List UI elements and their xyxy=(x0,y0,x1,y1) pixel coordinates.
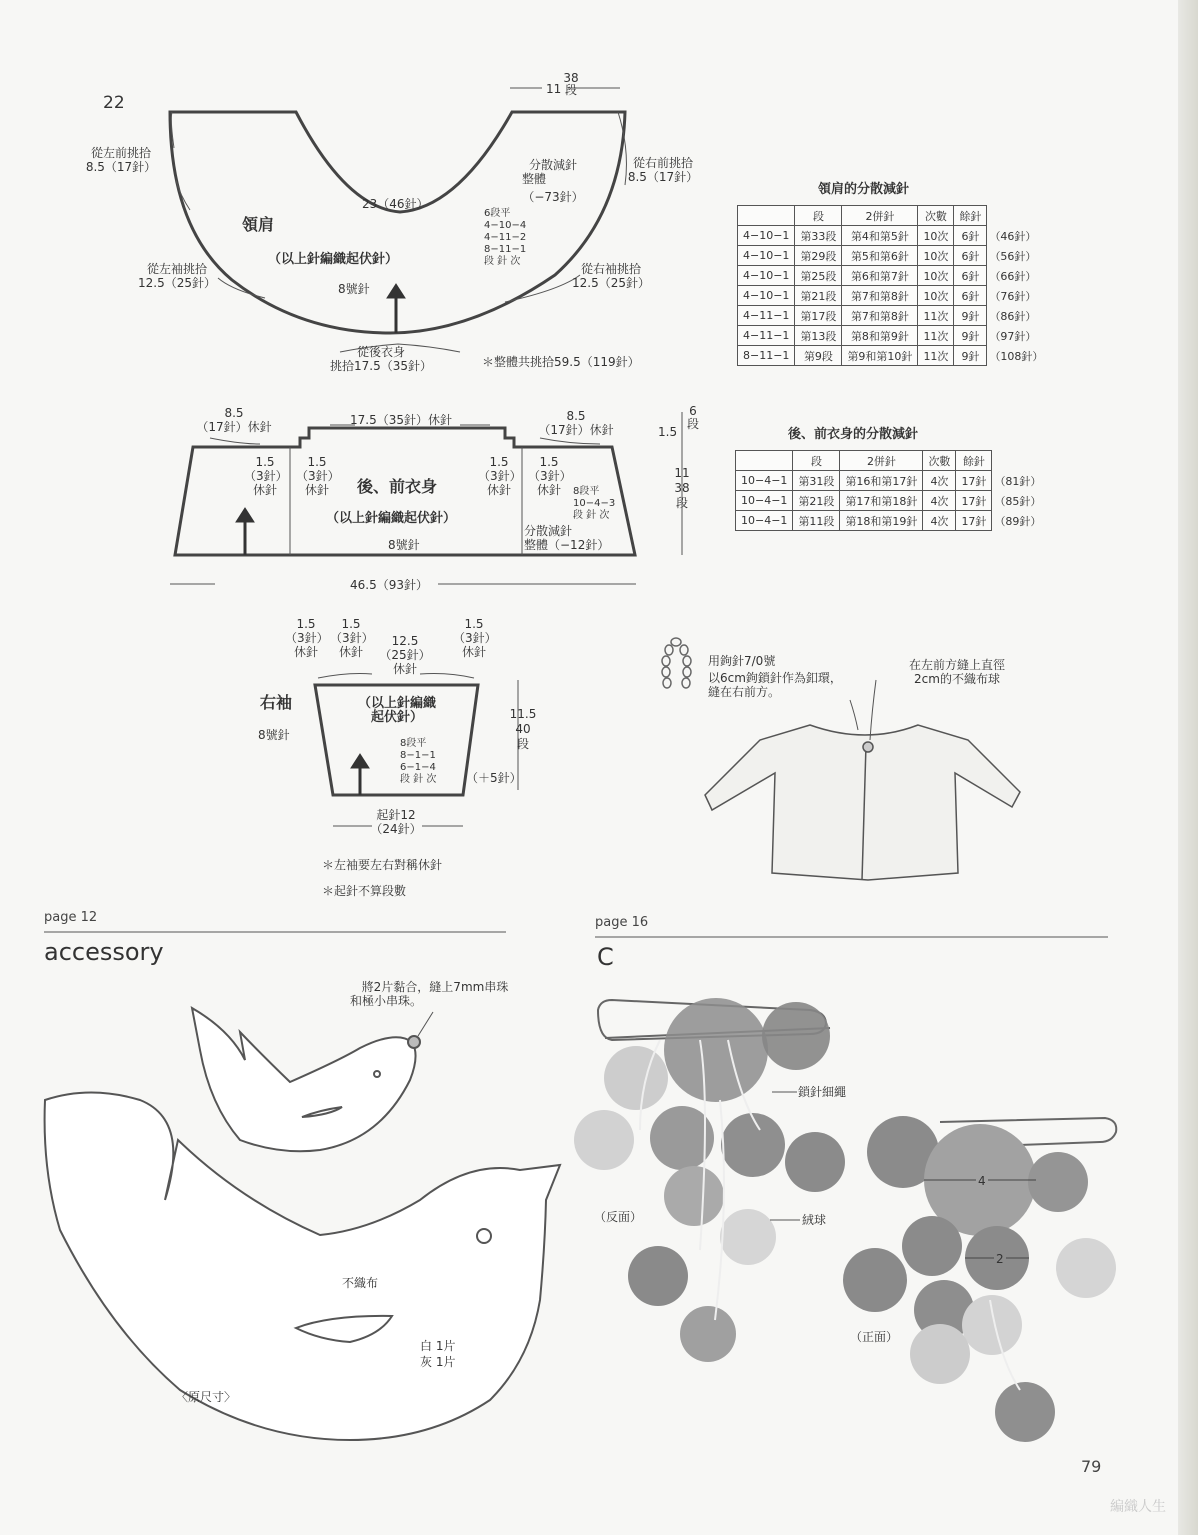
table-cell: 10次 xyxy=(918,266,954,286)
table-cell: 17針 xyxy=(956,471,992,491)
body-dist-dec-line1: 分散減針 xyxy=(524,524,573,538)
sleeve-dec-seq-2: 6−1−4 xyxy=(400,762,436,773)
sleeve-hold-b-1: 1.5 xyxy=(341,617,361,631)
table-row xyxy=(738,326,1049,346)
yoke-right-sleeve-line2: 12.5（25針） xyxy=(572,276,650,290)
table-cell-extra: （46針） xyxy=(989,229,1037,243)
sleeve-height xyxy=(506,707,540,752)
header-cell: 次數 xyxy=(918,206,954,226)
table-cell: 第9和第10針 xyxy=(842,346,918,366)
accessory-heading: accessory xyxy=(44,938,164,966)
body-dec-seq-2: 段 針 次 xyxy=(573,510,610,521)
table-cell: 第17段 xyxy=(795,306,842,326)
watermark: 編織人生 xyxy=(1110,1499,1166,1515)
table-cell: 6針 xyxy=(954,286,987,306)
brooch-front-drawing xyxy=(843,1116,1116,1442)
accessory-scale: 〈原尺寸〉 xyxy=(176,1390,237,1404)
body-hold-right-b-1: 1.5 xyxy=(539,455,559,469)
sleeve-cast-on xyxy=(366,808,426,836)
table-cell: 11次 xyxy=(918,346,954,366)
body-side-rows xyxy=(686,405,700,431)
yoke-top-rows xyxy=(561,72,581,96)
brooch-page-ref: page 16 xyxy=(595,915,649,930)
header-cell: 次數 xyxy=(923,451,956,471)
yoke-dec-seq xyxy=(484,208,526,268)
table-cell: 6針 xyxy=(954,226,987,246)
accessory-page-ref: page 12 xyxy=(44,910,98,925)
yoke-neck-width: 23（46針） xyxy=(362,197,429,211)
sleeve-subtitle xyxy=(342,697,452,725)
brooch-dim-big: 4 xyxy=(978,1174,986,1188)
table-cell: 第8和第9針 xyxy=(842,326,918,346)
body-dec-seq-1: 10−4−3 xyxy=(573,498,616,509)
yoke-top-rows-unit: 段 xyxy=(564,83,577,97)
yoke-right-sleeve-pick xyxy=(566,262,656,290)
body-hold-left-a-2: （3針） xyxy=(244,469,288,483)
body-right-top xyxy=(532,409,620,437)
yoke-dist-dec-line3: （−73針） xyxy=(522,190,584,204)
pattern-number: 22 xyxy=(103,93,125,113)
jacket-hook-note xyxy=(708,654,842,699)
table-cell: 4−10−1 xyxy=(738,286,795,306)
table-row xyxy=(738,286,1049,306)
sleeve-hold-b-3: 休針 xyxy=(338,645,363,659)
yoke-left-sleeve-pick xyxy=(132,262,222,290)
table-cell: 11次 xyxy=(918,326,954,346)
yoke-back-pick-line2: 挑拾17.5（35針） xyxy=(330,359,432,373)
accessory-pieces xyxy=(420,1338,455,1370)
accessory-piece-white: 白 1片 xyxy=(420,1339,456,1353)
yoke-dec-seq-2: 4−11−2 xyxy=(484,232,527,243)
body-side-rows-num: 6 xyxy=(689,404,697,418)
table-cell: 10次 xyxy=(918,286,954,306)
table-cell-extra: （108針） xyxy=(989,349,1044,363)
table-cell: 10−4−1 xyxy=(736,491,793,511)
sleeve-subtitle-2: 起伏針） xyxy=(370,710,423,725)
table-cell: 第9段 xyxy=(795,346,842,366)
yoke-dec-seq-1: 4−10−4 xyxy=(484,220,527,231)
header-cell: 段 xyxy=(795,206,842,226)
table-cell: 4−10−1 xyxy=(738,226,795,246)
table-cell-extra: （56針） xyxy=(989,249,1037,263)
body-hold-right-b xyxy=(528,455,570,497)
table-cell: 4−10−1 xyxy=(738,266,795,286)
table-cell-extra: （76針） xyxy=(989,289,1037,303)
table-cell: 4次 xyxy=(923,471,956,491)
header-cell: 2併針 xyxy=(840,451,923,471)
sleeve-hold-c-2: （3針） xyxy=(453,631,497,645)
body-table-caption: 後、前衣身的分散減針 xyxy=(788,427,919,442)
sleeve-top-3: 休針 xyxy=(392,662,417,676)
body-left-top-line2: （17針）休針 xyxy=(196,420,272,434)
table-cell-extra: （86針） xyxy=(989,309,1037,323)
body-dec-seq xyxy=(573,486,615,522)
body-hold-left-b-1: 1.5 xyxy=(307,455,327,469)
accessory-glue-line2: 和極小串珠。 xyxy=(350,994,423,1008)
table-row xyxy=(736,491,1047,511)
table-cell-extra: （81針） xyxy=(994,474,1042,488)
table-cell-extra: （97針） xyxy=(989,329,1037,343)
header-cell-blank xyxy=(738,206,795,226)
body-right-top-line1: 8.5 xyxy=(566,409,586,423)
brooch-dim-small: 2 xyxy=(996,1252,1004,1266)
yoke-table xyxy=(737,205,1049,366)
brooch-back-label: （反面） xyxy=(594,1210,643,1224)
sleeve-height-cm: 11.5 xyxy=(509,707,537,721)
table-cell: 6針 xyxy=(954,246,987,266)
body-dec-seq-0: 8段平 xyxy=(573,486,600,497)
accessory-glue-line1: 將2片黏合，縫上7mm串珠 xyxy=(361,980,509,994)
header-cell: 餘針 xyxy=(956,451,992,471)
yoke-right-sleeve-line1: 從右袖挑拾 xyxy=(580,262,641,276)
yoke-left-sleeve-line2: 12.5（25針） xyxy=(138,276,216,290)
table-row xyxy=(738,246,1049,266)
body-table xyxy=(735,450,1047,531)
brooch-heading: C xyxy=(597,943,614,971)
body-hold-right-b-3: 休針 xyxy=(536,483,561,497)
body-height-cm: 11 xyxy=(674,466,690,480)
table-cell: 9針 xyxy=(954,326,987,346)
table-cell: 10次 xyxy=(918,246,954,266)
table-cell: 第21段 xyxy=(795,286,842,306)
sleeve-subtitle-1: （以上針編織 xyxy=(357,696,436,711)
body-hold-right-a-1: 1.5 xyxy=(489,455,509,469)
jacket-hook-line1: 用鉤針7/0號 xyxy=(708,654,776,668)
body-left-top-line1: 8.5 xyxy=(224,406,244,420)
body-hold-right-b-2: （3針） xyxy=(528,469,572,483)
accessory-material: 不織布 xyxy=(342,1276,379,1290)
sleeve-note-1: ＊左袖要左右對稱休針 xyxy=(322,858,443,872)
sleeve-top-2: （25針） xyxy=(379,648,431,662)
body-hold-right-a xyxy=(478,455,520,497)
yoke-subtitle: （以上針編織起伏針） xyxy=(268,252,399,267)
yoke-right-front-line2: 8.5（17針） xyxy=(627,170,699,184)
accessory-glue-note xyxy=(340,980,530,1008)
table-cell: 第29段 xyxy=(795,246,842,266)
table-cell-extra: （85針） xyxy=(994,494,1042,508)
table-cell: 8−11−1 xyxy=(738,346,795,366)
yoke-left-sleeve-line1: 從左袖挑拾 xyxy=(146,262,207,276)
yoke-left-front-line1: 從左前挑拾 xyxy=(90,146,151,160)
table-cell-extra: （89針） xyxy=(994,514,1042,528)
yoke-total-note: ＊整體共挑拾59.5（119針） xyxy=(482,355,640,369)
sleeve-hold-a-1: 1.5 xyxy=(296,617,316,631)
sleeve-hold-b xyxy=(330,617,372,659)
table-cell: 第33段 xyxy=(795,226,842,246)
table-cell: 4次 xyxy=(923,491,956,511)
jacket-drawing xyxy=(705,725,1020,880)
yoke-dist-dec xyxy=(516,158,590,204)
body-dist-dec-line2: 整體（−12針） xyxy=(524,538,610,552)
table-cell: 第31段 xyxy=(793,471,840,491)
header-cell: 2併針 xyxy=(842,206,918,226)
brooch-pompom-label: 絨球 xyxy=(802,1213,827,1227)
body-height xyxy=(672,466,692,511)
body-hold-left-a xyxy=(244,455,286,497)
table-cell: 6針 xyxy=(954,266,987,286)
sleeve-height-rows: 40 xyxy=(515,722,531,736)
sleeve-needle: 8號針 xyxy=(258,728,290,742)
sleeve-cast-on-2: （24針） xyxy=(370,822,422,836)
body-side-rows-unit: 段 xyxy=(686,417,699,431)
body-height-rows: 38 xyxy=(674,481,690,495)
body-height-unit: 段 xyxy=(675,496,688,510)
body-hold-left-a-1: 1.5 xyxy=(255,455,275,469)
yoke-back-pick-line1: 從後衣身 xyxy=(356,345,405,359)
sleeve-hold-a-2: （3針） xyxy=(285,631,329,645)
sleeve-dec-seq xyxy=(400,738,436,786)
table-cell: 9針 xyxy=(954,306,987,326)
body-hold-right-a-2: （3針） xyxy=(478,469,522,483)
table-cell: 第7和第8針 xyxy=(842,286,918,306)
table-cell: 4−11−1 xyxy=(738,326,795,346)
table-row xyxy=(738,266,1049,286)
body-subtitle: （以上針編織起伏針） xyxy=(326,511,457,526)
sleeve-hold-c-3: 休針 xyxy=(461,645,486,659)
table-cell: 第13段 xyxy=(795,326,842,346)
table-cell: 4次 xyxy=(923,511,956,531)
table-cell: 17針 xyxy=(956,491,992,511)
body-hold-left-b-2: （3針） xyxy=(296,469,340,483)
sleeve-dec-seq-1: 8−1−1 xyxy=(400,750,436,761)
yoke-dec-seq-0: 6段平 xyxy=(484,208,511,219)
header-cell-blank xyxy=(987,206,1049,226)
body-dist-dec xyxy=(524,524,609,552)
table-cell: 第11段 xyxy=(793,511,840,531)
header-cell-blank xyxy=(736,451,793,471)
table-cell: 第21段 xyxy=(793,491,840,511)
table-cell: 9針 xyxy=(954,346,987,366)
header-cell-blank xyxy=(992,451,1047,471)
jacket-pompom-line2: 2cm的不織布球 xyxy=(914,672,1000,686)
table-cell: 10−4−1 xyxy=(736,511,793,531)
chain-drawing xyxy=(662,638,691,688)
brooch-front-label: （正面） xyxy=(850,1330,899,1344)
body-needle: 8號針 xyxy=(388,538,420,552)
yoke-dec-seq-4: 段 針 次 xyxy=(484,256,521,267)
table-row xyxy=(736,471,1047,491)
yoke-right-front-pick xyxy=(620,156,706,184)
small-bird-drawing xyxy=(192,1008,420,1151)
table-row xyxy=(738,226,1049,246)
table-cell: 11次 xyxy=(918,306,954,326)
brooch-back-drawing xyxy=(574,998,845,1362)
body-right-top-line2: （17針）休針 xyxy=(538,423,614,437)
sleeve-dec-seq-0: 8段平 xyxy=(400,738,427,749)
body-hold-left-a-3: 休針 xyxy=(252,483,277,497)
body-width: 46.5（93針） xyxy=(350,578,428,592)
table-cell: 第18和第19針 xyxy=(840,511,923,531)
table-row xyxy=(736,511,1047,531)
table-cell: 第17和第18針 xyxy=(840,491,923,511)
body-left-top xyxy=(190,406,278,434)
body-side-height: 1.5 xyxy=(658,425,678,439)
table-row xyxy=(738,346,1049,366)
table-cell: 第7和第8針 xyxy=(842,306,918,326)
sleeve-dec-seq-3: 段 針 次 xyxy=(400,774,437,785)
table-cell: 第4和第5針 xyxy=(842,226,918,246)
yoke-dist-dec-line2: 整體 xyxy=(522,172,547,186)
yoke-top-rows-num: 38 xyxy=(563,71,579,85)
accessory-piece-grey: 灰 1片 xyxy=(420,1355,456,1369)
jacket-hook-line3: 縫在右前方。 xyxy=(708,685,781,699)
table-cell: 4−11−1 xyxy=(738,306,795,326)
sleeve-note-2: ＊起針不算段數 xyxy=(322,884,407,898)
table-cell: 第5和第6針 xyxy=(842,246,918,266)
table-header-row xyxy=(736,451,1047,471)
sleeve-hold-a xyxy=(285,617,327,659)
table-cell: 4−10−1 xyxy=(738,246,795,266)
yoke-left-front-pick xyxy=(78,146,164,174)
jacket-pompom-line1: 在左前方縫上直徑 xyxy=(908,658,1005,672)
body-hold-left-b-3: 休針 xyxy=(304,483,329,497)
table-cell: 10−4−1 xyxy=(736,471,793,491)
sleeve-hold-b-2: （3針） xyxy=(330,631,374,645)
table-header-row xyxy=(738,206,1049,226)
header-cell: 餘針 xyxy=(954,206,987,226)
sleeve-top xyxy=(378,634,432,676)
yoke-table-caption: 領肩的分散減針 xyxy=(818,182,910,197)
sleeve-cast-on-1: 起針12 xyxy=(376,808,416,822)
sleeve-hold-a-3: 休針 xyxy=(293,645,318,659)
sleeve-top-1: 12.5 xyxy=(391,634,419,648)
table-cell: 第16和第17針 xyxy=(840,471,923,491)
table-cell: 第6和第7針 xyxy=(842,266,918,286)
brooch-chain-label: 鎖針細繩 xyxy=(798,1085,847,1099)
yoke-title: 領肩 xyxy=(242,215,275,234)
jacket-pompom-note xyxy=(892,658,1022,686)
yoke-left-front-line2: 8.5（17針） xyxy=(85,160,157,174)
jacket-hook-line2: 以6cm鉤鎖針作為釦環， xyxy=(708,671,842,685)
yoke-dist-dec-line1: 分散減針 xyxy=(528,158,577,172)
body-title: 後、前衣身 xyxy=(357,477,438,496)
body-hold-left-b xyxy=(296,455,338,497)
sleeve-hold-c-1: 1.5 xyxy=(464,617,484,631)
yoke-needle: 8號針 xyxy=(338,282,370,296)
yoke-back-pick xyxy=(325,345,437,373)
sleeve-title: 右袖 xyxy=(260,693,293,712)
body-center-top: 17.5（35針）休針 xyxy=(350,413,452,427)
table-cell: 10次 xyxy=(918,226,954,246)
table-cell-extra: （66針） xyxy=(989,269,1037,283)
page-number: 79 xyxy=(1081,1457,1102,1476)
header-cell: 段 xyxy=(793,451,840,471)
sleeve-inc: （＋5針） xyxy=(466,771,522,785)
yoke-right-front-line1: 從右前挑拾 xyxy=(632,156,693,170)
sleeve-height-unit: 段 xyxy=(516,737,529,751)
table-row xyxy=(738,306,1049,326)
table-cell: 17針 xyxy=(956,511,992,531)
body-hold-right-a-3: 休針 xyxy=(486,483,511,497)
sleeve-hold-c xyxy=(453,617,495,659)
yoke-top-width: 11 xyxy=(546,82,562,96)
table-cell: 第25段 xyxy=(795,266,842,286)
yoke-dec-seq-3: 8−11−1 xyxy=(484,244,527,255)
